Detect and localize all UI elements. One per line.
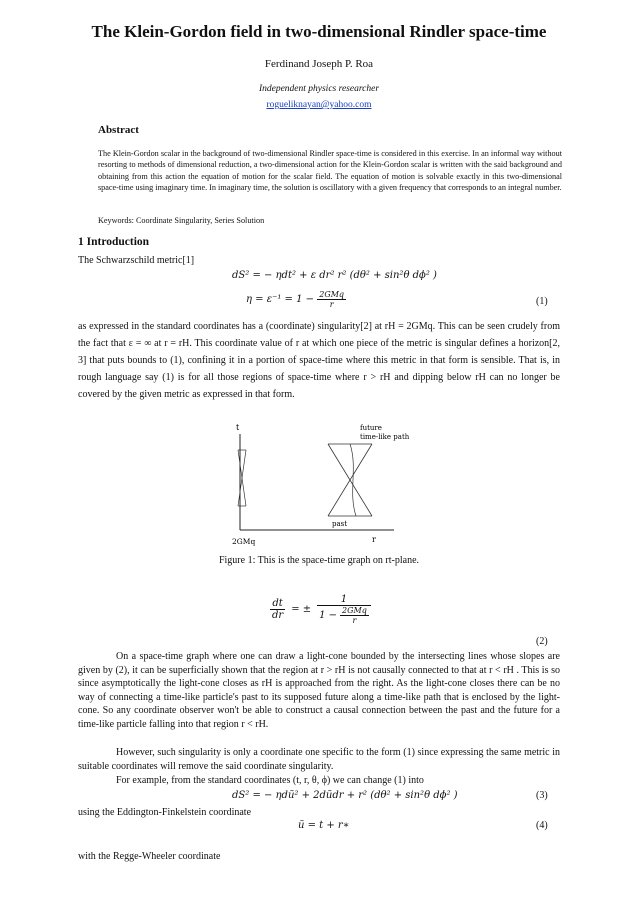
equation-1-lhs: η = ε⁻¹ = 1 −	[246, 294, 315, 305]
section-heading-introduction: 1 Introduction	[78, 236, 150, 248]
figure-caption: Figure 1: This is the space-time graph on rt-plane.	[218, 555, 420, 566]
t-axis-label: t	[236, 423, 240, 432]
future-label: future	[360, 424, 382, 432]
equation-2-number: (2)	[536, 636, 548, 647]
equation-4-number: (4)	[536, 820, 548, 831]
eddington-finkelstein-line: using the Eddington-Finkelstein coordinate	[78, 807, 252, 818]
regge-wheeler-line: with the Regge-Wheeler coordinate	[78, 851, 221, 862]
abstract-text: The Klein-Gordon scalar in the background of two-dimensional Rindler space-time is considered in this exercise. In an informal way without resorting to methods of dimensional reduction, a two-dimensional action for the Klein-Gordon scalar is written with the said background and obtaining from this action the equation of motion for the scalar field. The equation of motion is solvable exactly in this two-dimensional space-time using imaginary time. In imaginary time, the solution is oscillatory with a given frequency that corresponds to an integral number.	[98, 149, 562, 192]
equation-4: ũ = t + r∗	[298, 820, 350, 831]
keywords: Keywords: Coordinate Singularity, Series Solution	[98, 216, 265, 225]
author-email-link[interactable]: rogueliknayan@yahoo.com	[266, 100, 372, 110]
paragraph-example: For example, from the standard coordinates (t, r, θ, ϕ) we can change (1) into	[116, 775, 424, 786]
time-like-path-curve	[350, 444, 356, 516]
equation-1-line-1: dS² = − ηdt² + ε dr² r² (dθ² + sin²θ dϕ² )	[232, 270, 437, 281]
equation-1-fraction-numerator: 2GMq	[319, 290, 345, 299]
equation-3-number: (3)	[536, 790, 548, 801]
paragraph-coordinate-singularity: However, such singularity is only a coordinate one specific to the form (1) since expressing the same metric in suitable coordinates will remove the said coordinate singularity.	[78, 747, 560, 772]
paragraph-horizon: as expressed in the standard coordinates has a (coordinate) singularity[2] at rH = 2GMq. This can be seen crudely from the fact that ε = ∞ at r = rH. This coordinate value of r at which one piece of the metric is singular defines a horizon[2, 3] that puts bounds to (1), confining it in a portion of space-time where this metric in that form is sensible. That is, in rough language say (1) is for all those regions of space-time where r > rH and dipping below rH can no longer be covered by the given metric as expressed in that form.	[78, 321, 560, 400]
equation-2-rhs-denominator	[317, 606, 371, 625]
abstract-heading: Abstract	[98, 124, 139, 136]
spacetime-figure	[222, 422, 410, 552]
equation-2-lhs-numerator: dt	[270, 598, 285, 610]
r-axis-label: r	[372, 535, 376, 544]
intro-line: The Schwarzschild metric[1]	[78, 255, 195, 266]
equation-2-inner-left: 1 −	[319, 610, 338, 621]
equation-2-inner-denominator: r	[352, 616, 357, 625]
equation-1-fraction-denominator: r	[329, 300, 334, 309]
past-label: past	[332, 520, 348, 528]
equation-1-number: (1)	[536, 296, 548, 307]
equation-2-inner-numerator: 2GMq	[342, 606, 367, 615]
author-affiliation: Independent physics researcher	[258, 84, 380, 94]
paragraph-light-cone: On a space-time graph where one can draw a light-cone bounded by the intersecting lines whose slopes are given by (2), it can be superficially shown that the region at r > rH is not causally connected to that at r < rH . This is so since asymptotically the light-cone closes as rH is approached from the right. As the light-cone closes there can be no way of connecting a time-like particle's past to its supposed future along a time-like path that is enclosed by the light-cone. So any coordinate observer won't be able to construct a causal connection between the past and the future for a time-like particle falling into that region r < rH.	[78, 651, 560, 730]
equation-3: dS² = − ηdũ² + 2dũdr + r² (dθ² + sin²θ dϕ² )	[232, 790, 458, 801]
author-name: Ferdinand Joseph P. Roa	[264, 58, 374, 70]
horizon-radius-label: 2GMq	[232, 537, 256, 546]
equation-1-fraction	[317, 290, 346, 309]
equation-2-middle: = ±	[291, 604, 312, 615]
equation-2	[270, 594, 371, 625]
equation-2-lhs-fraction	[270, 598, 285, 621]
equation-2-rhs-fraction	[317, 594, 371, 625]
equation-2-inner-fraction	[340, 606, 369, 625]
paper-title: The Klein-Gordon field in two-dimensional Rindler space-time	[91, 22, 547, 41]
time-like-path-label: time-like path	[360, 433, 410, 441]
equation-2-lhs-denominator: dr	[272, 610, 284, 621]
equation-1-line-2	[246, 290, 346, 309]
equation-2-rhs-numerator: 1	[317, 594, 371, 606]
